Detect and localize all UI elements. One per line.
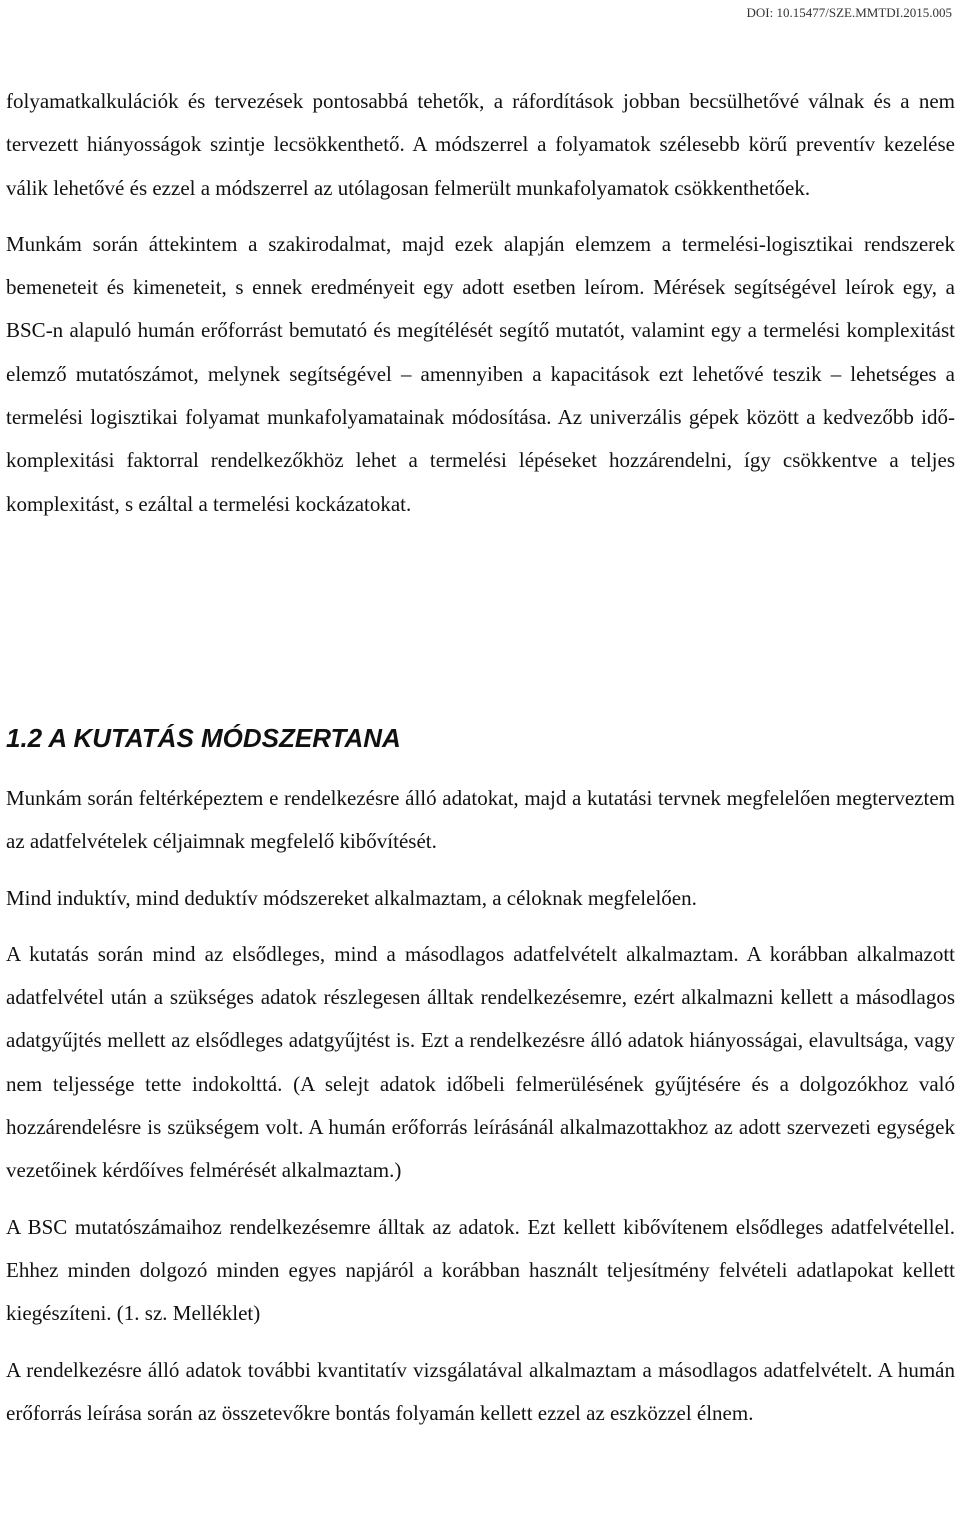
- section-heading: 1.2 A KUTATÁS MÓDSZERTANA: [6, 723, 401, 753]
- paragraph: A kutatás során mind az elsődleges, mind a másodlagos adatfelvételt alkalmaztam. A korábban alkalmazott adatfelvétel után a szükséges adatok részlegesen álltak rendelkezésemre, ezért alkalmazni kellett a másodlagos adatgyűjtés mellett az elsődleges adatgyűjtést is. Ezt a rendelkezésre álló adatok hiányosságai, elavultsága, vagy nem teljessége tette indokolttá. (A selejt adatok időbeli felmerülésének gyűjtésére és a dolgozókhoz való hozzárendelésre is szükségem volt. A humán erőforrás leírásánál alkalmazottakhoz az adott szervezeti egységek vezetőinek kérdőíves felmérését alkalmaztam.): [6, 941, 955, 1183]
- paragraph: Munkám során áttekintem a szakirodalmat, majd ezek alapján elemzem a termelési-logisztikai rendszerek bemeneteit és kimeneteit, s ennek eredményeit egy adott esetben leírom. Mérések segítségével leírok egy, a BSC-n alapuló humán erőforrást bemutató és megítélését segítő mutatót, valamint egy a termelési komplexitást elemző mutatószámot, melynek segítségével – amennyiben a kapacitások ezt lehetővé teszik – lehetséges a termelési logisztikai folyamat munkafolyamatainak módosítása. Az univerzális gépek között a kedvezőbb idő-komplexitási faktorral rendelkezőkhöz lehet a termelési lépéseket hozzárendelni, így csökkentve a teljes komplexitást, s ezáltal a termelési kockázatokat.: [6, 231, 955, 516]
- doi-header: DOI: 10.15477/SZE.MMTDI.2015.005: [746, 5, 952, 20]
- paragraph: A rendelkezésre álló adatok további kvantitatív vizsgálatával alkalmaztam a másodlagos adatfelvételt. A humán erőforrás leírása során az összetevőkre bontás folyamán kellett ezzel az eszközzel élnem.: [6, 1357, 955, 1425]
- paragraph: folyamatkalkulációk és tervezések pontosabbá tehetők, a ráfordítások jobban becsülhetővé válnak és a nem tervezett hiányosságok szintje lecsökkenthető. A módszerrel a folyamatok szélesebb körű preventív kezelése válik lehetővé és ezzel a módszerrel az utólagosan felmerült munkafolyamatok csökkenthetőek.: [6, 89, 955, 200]
- paragraph: Munkám során feltérképeztem e rendelkezésre álló adatokat, majd a kutatási tervnek megfelelően megterveztem az adatfelvételek céljaimnak megfelelő kibővítését.: [6, 786, 955, 854]
- document-page: [6, 80, 955, 1425]
- paragraph: Mind induktív, mind deduktív módszereket alkalmaztam, a céloknak megfelelően.: [6, 885, 697, 910]
- section-body: [6, 777, 955, 1435]
- paragraph: A BSC mutatószámaihoz rendelkezésemre álltak az adatok. Ezt kellett kibővítenem elsődleges adatfelvétellel. Ehhez minden dolgozó minden egyes napjáról a korábban használt teljesítmény felvételi adatlapokat kellett kiegészíteni. (1. sz. Melléklet): [6, 1214, 955, 1326]
